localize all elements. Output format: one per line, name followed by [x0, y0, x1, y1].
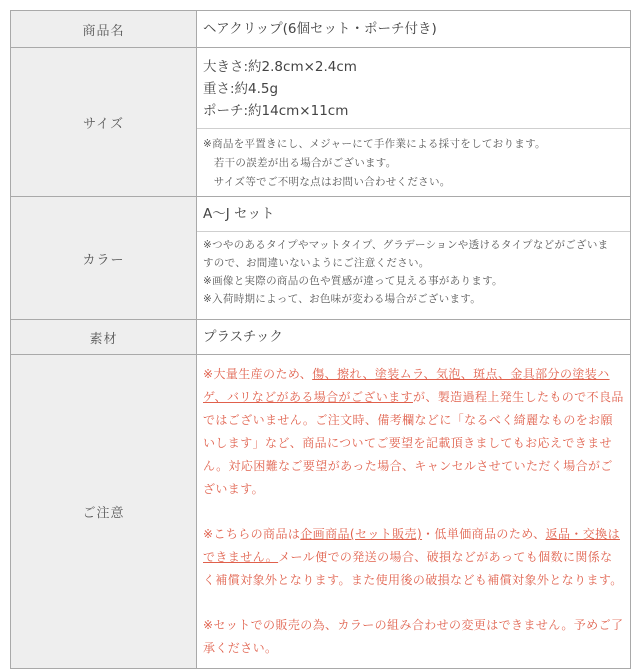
caution-underlined: 返品・交換はできません。	[203, 527, 620, 564]
caution-paragraph-2	[203, 523, 624, 592]
label-size: サイズ	[11, 48, 197, 197]
color-note: すので、お間違いないようにご注意ください。	[203, 257, 430, 269]
caution-underlined: 傷、擦れ、塗装ムラ、気泡、斑点、金具部分の塗装ハゲ、バリなどがある場合がございます	[203, 367, 610, 404]
value-material: プラスチック	[203, 329, 283, 345]
label-material: 素材	[11, 320, 197, 355]
color-notes	[197, 231, 630, 312]
value-product-name: ヘアクリップ(6個セット・ポーチ付き)	[203, 21, 437, 37]
label-product-name: 商品名	[11, 11, 197, 48]
size-line: 重さ:約4.5g	[203, 81, 279, 97]
caution-text	[197, 355, 630, 668]
color-note: ※入荷時期によって、お色味が変わる場合がございます。	[203, 293, 482, 305]
row-color	[11, 197, 631, 320]
caution-text-span: ※こちらの商品は	[203, 527, 301, 541]
caution-underlined: 企画商品(セット販売)	[300, 527, 423, 541]
size-notes	[197, 128, 630, 196]
row-size	[11, 48, 631, 197]
caution-text-span: ※大量生産のため、	[203, 367, 313, 381]
value-color: A〜J セット	[203, 206, 275, 222]
size-values	[197, 48, 630, 128]
caution-text-span: ・低単価商品のため、	[422, 527, 546, 541]
label-color: カラー	[11, 197, 197, 320]
size-note: ※商品を平置きにし、メジャーにて手作業による採寸をしております。	[203, 138, 546, 150]
size-line: 大きさ:約2.8cm×2.4cm	[203, 59, 357, 75]
caution-text-span: が、製造過程上発生したもので不良品ではございません。ご注文時、備考欄などに「なるべく綺麗なものをお願いします」など、商品についてご要望を記載頂きましてもお応えできません。対応困難なご要望があった場合、キャンセルさせていただく場合がございます。	[203, 390, 624, 496]
row-material	[11, 320, 631, 355]
product-spec-table	[10, 10, 631, 669]
size-line: ポーチ:約14cm×11cm	[203, 103, 349, 119]
color-note: ※つやのあるタイプやマットタイプ、グラデーションや透けるタイプなどがございま	[203, 239, 609, 251]
caution-paragraph-1	[203, 363, 624, 501]
row-product-name	[11, 11, 631, 48]
color-note: ※画像と実際の商品の色や質感が違って見える事があります。	[203, 275, 503, 287]
size-note: 若干の誤差が出る場合がございます。	[203, 157, 397, 169]
size-note: サイズ等でご不明な点はお問い合わせください。	[203, 176, 451, 188]
caution-text-span: メール便での発送の場合、破損などがあっても個数に関係なく補償対象外となります。また使用後の破損なども補償対象外となります。	[203, 550, 623, 587]
caution-paragraph-3: ※セットでの販売の為、カラーの組み合わせの変更はできません。予めご了承ください。	[203, 618, 624, 655]
row-caution	[11, 355, 631, 669]
label-caution: ご注意	[11, 355, 197, 669]
